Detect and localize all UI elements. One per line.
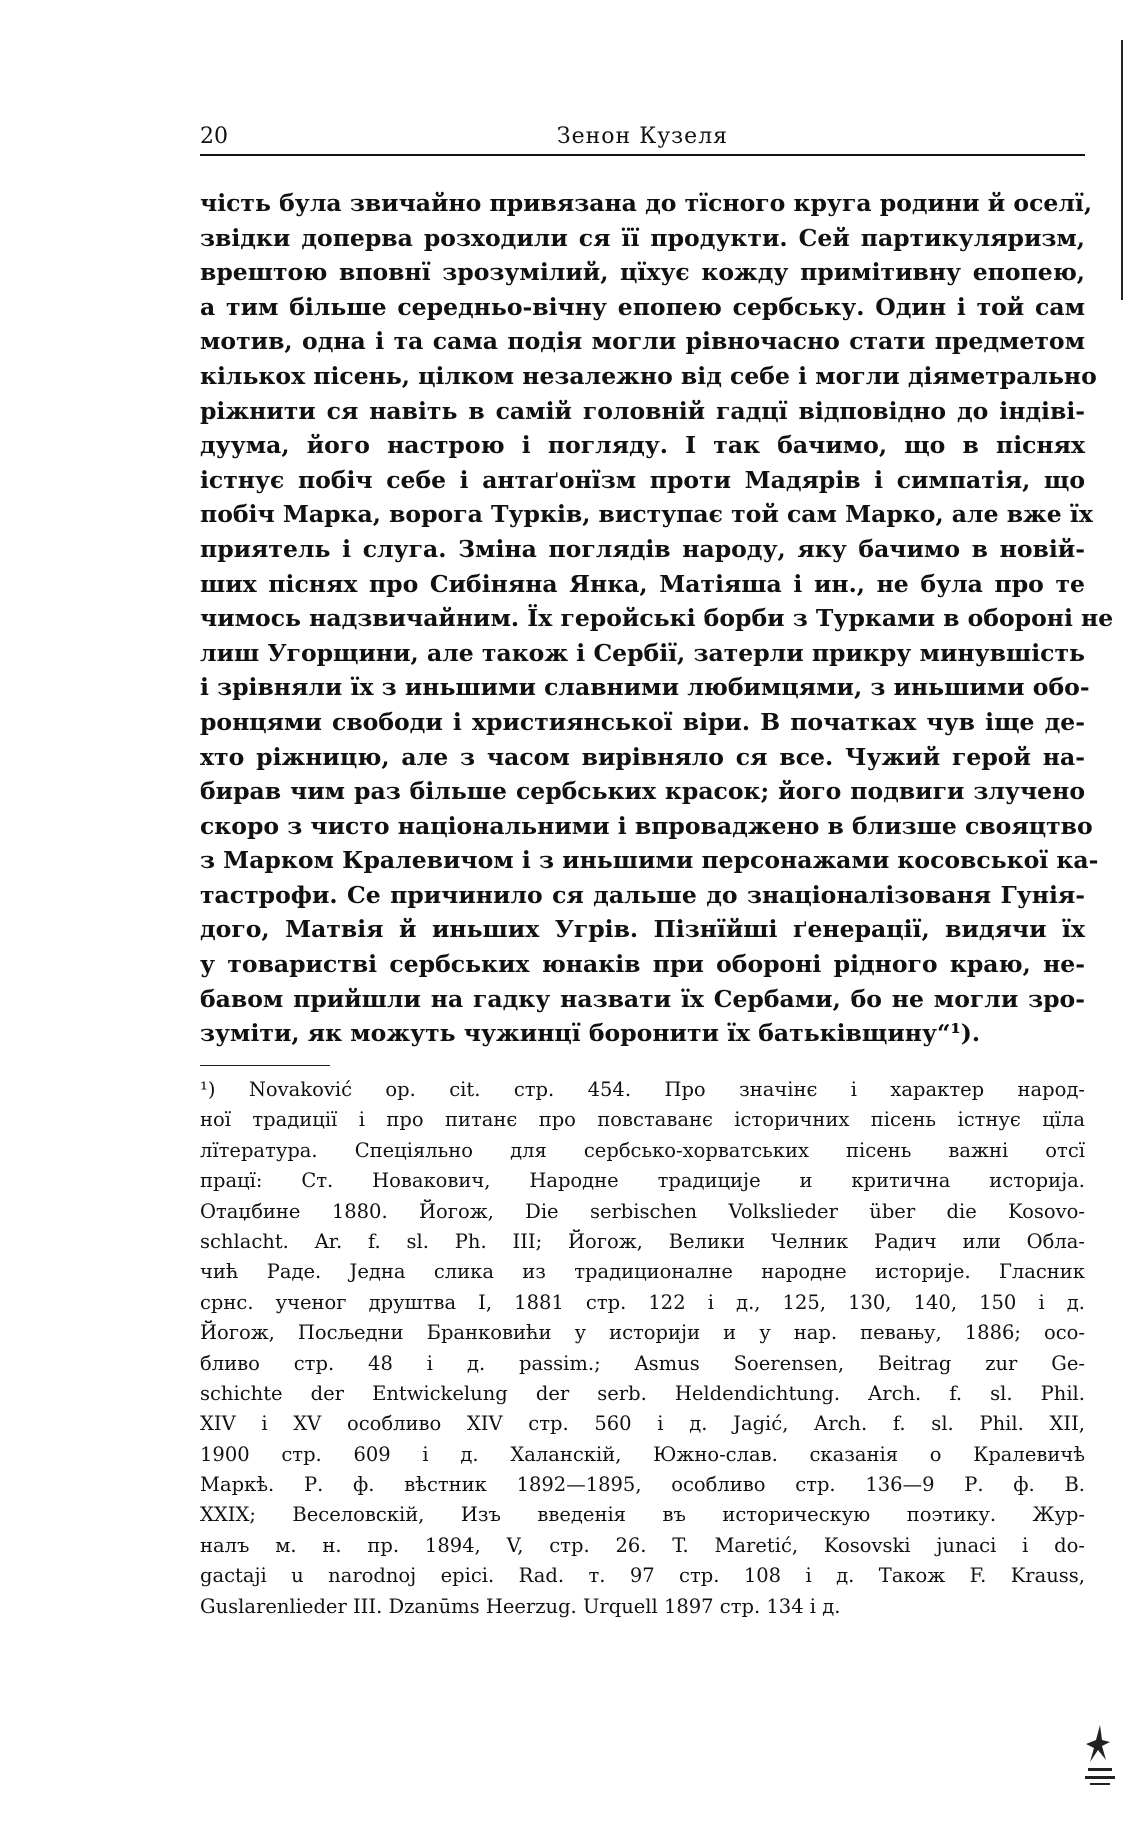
footnote-line: лїтература. Спеціяльно для сербсько-хорватських пісень важні отсї — [200, 1138, 1085, 1162]
page-header — [200, 124, 1085, 156]
text-line: ронцями свободи і християнської віри. В початках чув іще де- — [200, 707, 1085, 736]
footnote-line: ної традиції і про питанє про повставанє історичних пісень істнує цїла — [200, 1108, 1085, 1132]
text-line: побіч Марка, ворога Турків, виступає той сам Марко, але вже їх — [200, 500, 1093, 529]
text-line: бирав чим раз більше сербських красок; його подвиги злучено — [200, 777, 1085, 806]
footnote-line: ¹) Novaković op. cit. стр. 454. Про значінє і характер народ- — [200, 1078, 1085, 1101]
footnote-line: XXIX; Веселовскій, Изъ введенія въ историческую поэтику. Жур- — [200, 1503, 1085, 1527]
text-line: дого, Матвія й иньших Угрів. Пізнїйші ґенерації, видячи їх — [200, 915, 1085, 944]
text-line: зуміти, як можуть чужинцї боронити їх батьківщину“¹). — [200, 1019, 981, 1048]
page-number: 20 — [200, 124, 228, 149]
text-line: чимось надзвичайним. Їх геройські борби з Турками в обороні не — [200, 604, 1114, 633]
footnote-line: чић Раде. Једна слика из традиционалне народне историје. Гласник — [200, 1260, 1085, 1284]
text-line: ріжнити ся навіть в самій головній гадцї відповідно до індіві- — [200, 396, 1085, 425]
footnote-separator — [200, 1065, 330, 1066]
text-line: звідки доперва розходили ся її продукти. Сей партикуляризм, — [200, 223, 1085, 252]
footnote-line: срнс. ученог друштва I, 1881 стр. 122 і д., 125, 130, 140, 150 і д. — [200, 1290, 1085, 1314]
footnote-line: gactaji u narodnoj epici. Rad. т. 97 стр. 108 і д. Також F. Krauss, — [200, 1564, 1085, 1588]
text-line: лиш Угорщини, але також і Сербії, затерли прикру минувшість — [200, 638, 1085, 667]
footnote-line: 1900 стр. 609 і д. Халанскій, Южно-слав. сказанія о Кралевичѣ — [200, 1442, 1085, 1466]
footnote-line: schichte der Entwickelung der serb. Heldendichtung. Arch. f. sl. Phil. — [200, 1381, 1085, 1405]
footnote-line: Йогож, Посљедни Бранковићи у историји и у нар. певању, 1886; осо- — [200, 1321, 1085, 1345]
text-line: хто ріжницю, але з часом вирівняло ся все. Чужий герой на- — [200, 742, 1085, 771]
footnote-line: Маркѣ. Р. ф. вѣстник 1892—1895, особливо стр. 136—9 Р. ф. В. — [200, 1473, 1085, 1497]
footnote-block — [200, 1075, 1085, 1622]
running-title: Зенон Кузеля — [556, 124, 729, 149]
header-rule — [200, 154, 1085, 156]
footnote-line: налъ м. н. пр. 1894, V, стр. 26. T. Maretić, Kosovski junaci i do- — [200, 1533, 1085, 1557]
text-line: приятель і слуга. Зміна поглядів народу, яку бачимо в новій- — [200, 534, 1085, 563]
main-text-block — [200, 186, 1114, 1051]
footnote-line: schlacht. Ar. f. sl. Ph. III; Йогож, Велики Челник Радич или Облa- — [200, 1229, 1085, 1253]
text-line: тастрофи. Се причинило ся дальше до знаціоналізованя Гунія- — [200, 880, 1085, 909]
text-line: чість була звичайно привязана до тїсного круга родини й оселї, — [200, 189, 1093, 217]
footnote-line: Отаџбине 1880. Йогож, Die serbischen Volkslieder über die Kosovo- — [200, 1199, 1085, 1223]
footnote-line: бливо стр. 48 і д. passim.; Asmus Soerensen, Beitrag zur Ge- — [200, 1351, 1085, 1375]
text-line: скоро з чисто національними і впроваджено в близше свояцтво — [200, 811, 1093, 840]
page-edge-line — [1121, 40, 1123, 300]
text-line: мотив, одна і та сама подія могли рівночасно стати предметом — [200, 327, 1085, 356]
footnote-line: Guslarenlieder III. Dzanūms Heerzug. Urquell 1897 стр. 134 і д. — [200, 1594, 841, 1618]
text-line: істнує побіч себе і антаґонїзм проти Мадярів і симпатія, що — [200, 465, 1085, 494]
text-line: з Марком Кралевичом і з иньшими персонажами косовської ка- — [200, 846, 1099, 875]
text-line: і зрівняли їх з иньшими славними любимцями, з иньшими обо- — [200, 673, 1090, 702]
text-line: кількох пісень, цілком незалежно від себе і могли діяметрально — [200, 361, 1097, 390]
text-line: врештою вповнї зрозумілий, цїхує кожду примітивну епопею, — [200, 258, 1085, 287]
text-line: у товаристві сербських юнаків при обороні рідного краю, не- — [200, 950, 1085, 979]
text-line: а тим більше середньо-вічну епопею сербську. Один і той сам — [200, 292, 1085, 321]
footnote-line: XIV і XV особливо XIV стр. 560 і д. Jagić, Arch. f. sl. Phil. XII, — [200, 1412, 1085, 1436]
footnote-line: працї: Ст. Новакович, Народне традиције и критична историја. — [200, 1169, 1085, 1193]
text-line: бавом прийшли на гадку назвати їх Сербами, бо не могли зро- — [200, 984, 1085, 1013]
text-line: дуума, його настрою і погляду. І так бачимо, що в піснях — [200, 431, 1085, 460]
text-line: ших піснях про Сибіняна Янка, Матіяша і ин., не була про те — [200, 569, 1085, 598]
library-stamp-icon — [1080, 1720, 1120, 1790]
